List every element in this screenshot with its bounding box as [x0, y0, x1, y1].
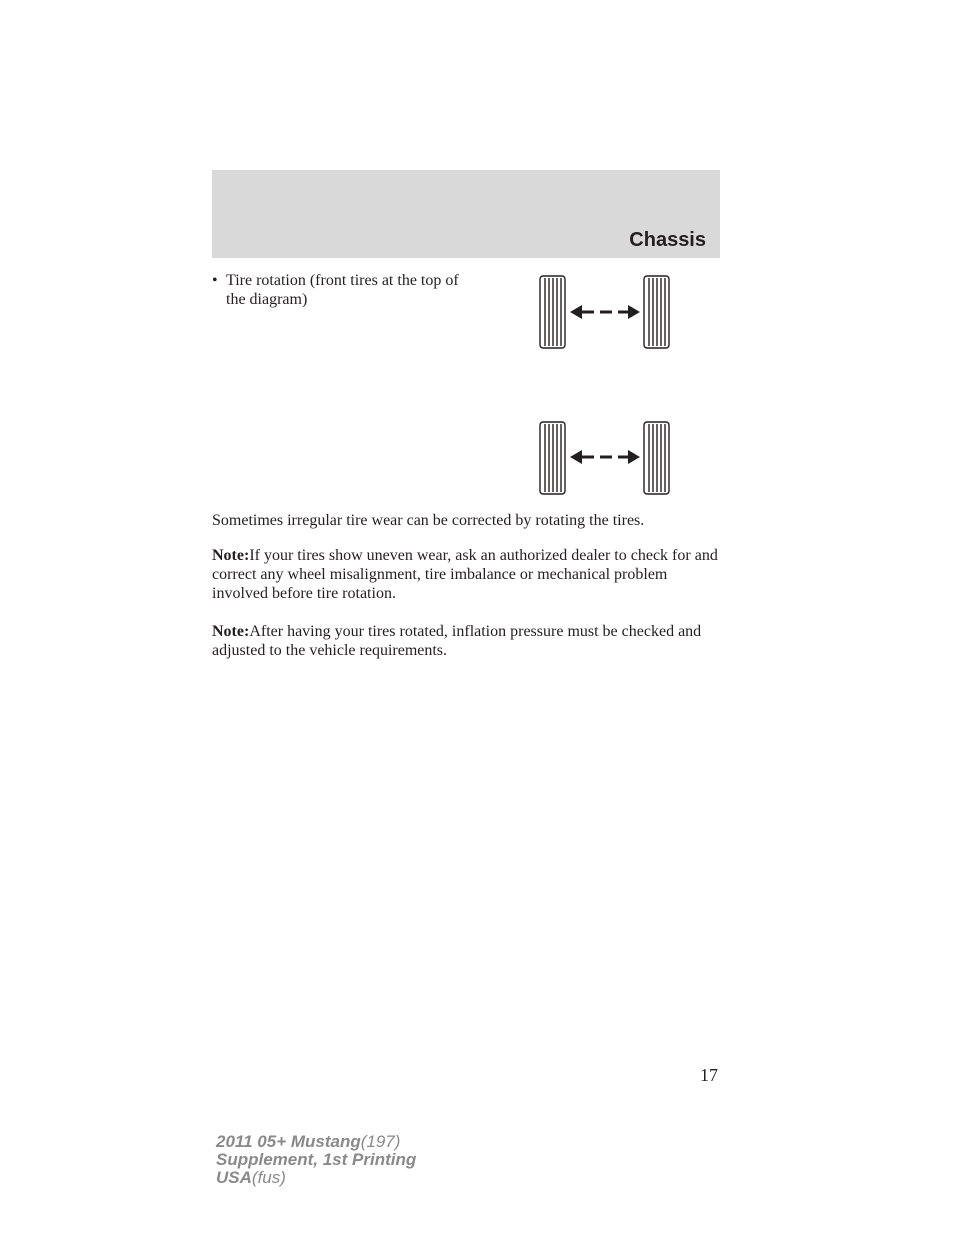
- rear-swap-arrow-icon: [570, 450, 640, 464]
- note-label: Note:: [212, 623, 250, 640]
- note-text: If your tires show uneven wear, ask an authorized dealer to check for and correct any wheel misalignment, tire imbalance or mechanical problem involved before tire rotation.: [212, 547, 718, 602]
- footer-market: USA: [216, 1168, 252, 1187]
- rear-right-tire-icon: [644, 422, 669, 494]
- page-number: 17: [700, 1065, 718, 1085]
- bullet-item: [212, 271, 482, 309]
- rear-left-tire-icon: [540, 422, 565, 494]
- note-text: After having your tires rotated, inflation pressure must be checked and adjusted to the vehicle requirements.: [212, 623, 702, 659]
- front-swap-arrow-icon: [570, 305, 640, 319]
- paragraph-intro: [212, 511, 724, 530]
- bullet-mark: •: [212, 272, 218, 289]
- footer-market-code: (fus): [251, 1168, 286, 1187]
- tire-rotation-diagram: [510, 270, 690, 500]
- footer-printing-info: [216, 1133, 416, 1187]
- bullet-text: Tire rotation (front tires at the top of the diagram): [226, 272, 459, 308]
- note-label: Note:: [212, 547, 250, 564]
- note-inflation-pressure: [212, 622, 724, 660]
- front-right-tire-icon: [644, 276, 669, 348]
- front-left-tire-icon: [540, 276, 565, 348]
- paragraph-text: Sometimes irregular tire wear can be corrected by rotating the tires.: [212, 512, 645, 529]
- footer-model: 2011 05+ Mustang: [216, 1132, 361, 1151]
- section-header-band: [212, 170, 720, 258]
- section-title: Chassis: [629, 229, 706, 251]
- footer-model-code: (197): [360, 1132, 401, 1151]
- footer-supplement: Supplement, 1st Printing: [216, 1150, 417, 1169]
- note-uneven-wear: [212, 546, 724, 603]
